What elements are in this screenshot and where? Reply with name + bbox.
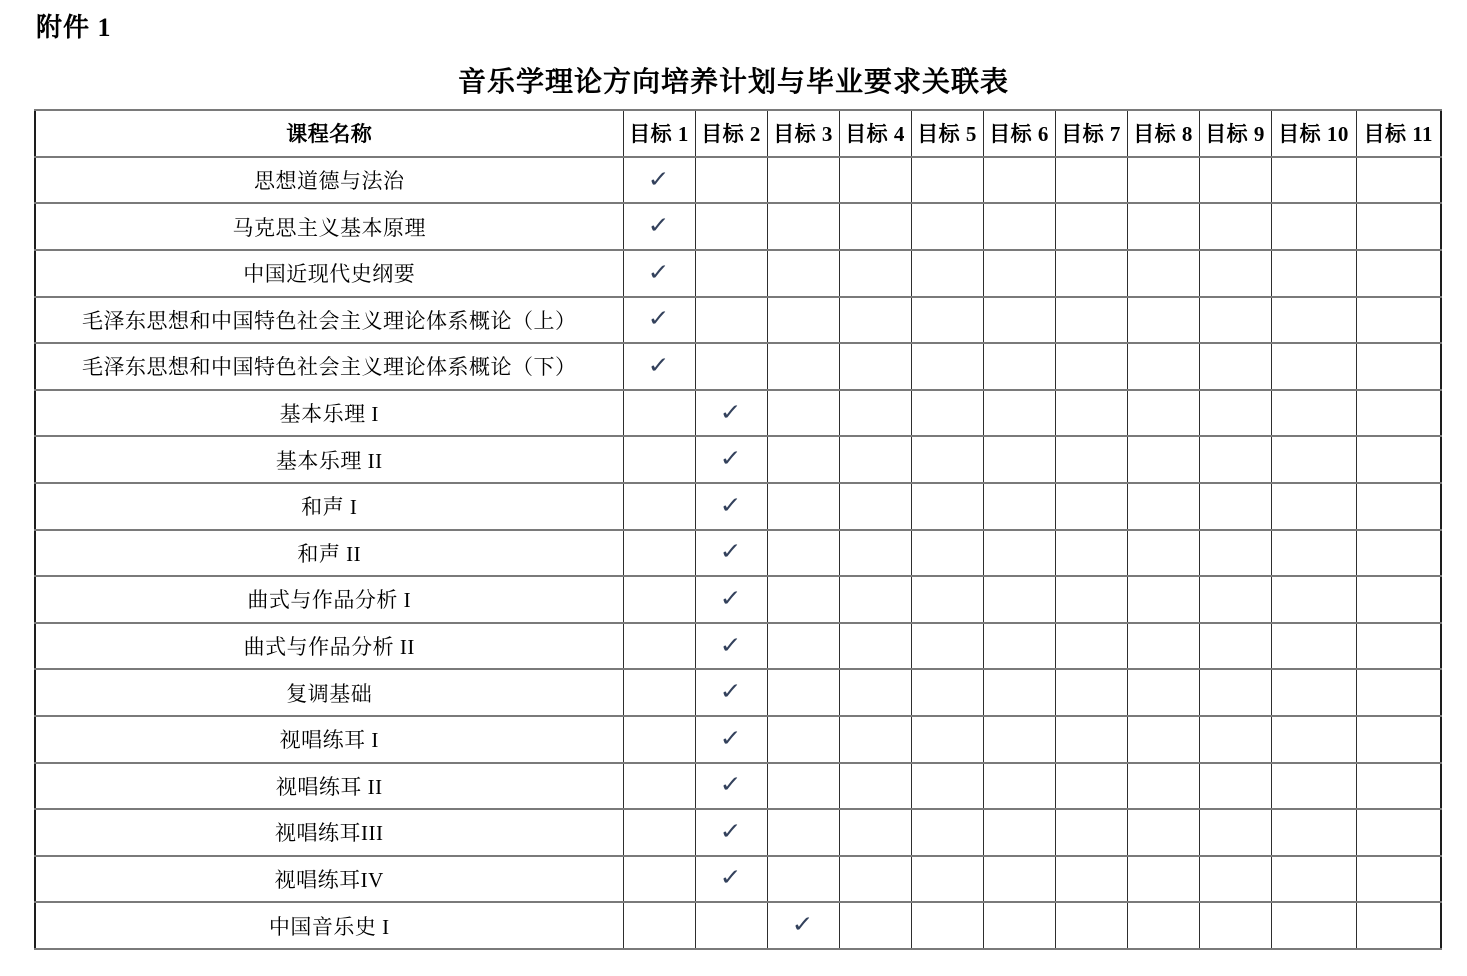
goal-cell-4	[839, 530, 911, 577]
goal-cell-3	[767, 390, 839, 437]
goal-cell-8	[1127, 157, 1199, 204]
goal-cell-11	[1356, 203, 1441, 250]
goal-cell-5	[911, 483, 983, 530]
course-name-cell: 毛泽东思想和中国特色社会主义理论体系概论（下）	[35, 343, 623, 390]
goal-header-3: 目标 3	[767, 110, 839, 157]
goal-header-9: 目标 9	[1199, 110, 1271, 157]
goal-cell-4	[839, 343, 911, 390]
goal-cell-1	[623, 576, 695, 623]
goal-cell-4	[839, 809, 911, 856]
goal-cell-5	[911, 902, 983, 949]
goal-cell-1	[623, 250, 695, 297]
goal-cell-1	[623, 297, 695, 344]
goal-cell-4	[839, 483, 911, 530]
goal-cell-2	[695, 157, 767, 204]
check-mark: ✓	[719, 772, 743, 799]
goal-cell-9	[1199, 390, 1271, 437]
check-mark: ✓	[647, 352, 671, 379]
goal-cell-5	[911, 250, 983, 297]
goal-cell-8	[1127, 716, 1199, 763]
goal-cell-2	[695, 390, 767, 437]
goal-cell-2	[695, 763, 767, 810]
goal-cell-2	[695, 203, 767, 250]
course-name-cell: 视唱练耳III	[35, 809, 623, 856]
goal-header-7: 目标 7	[1055, 110, 1127, 157]
goal-cell-3	[767, 809, 839, 856]
goal-cell-6	[983, 902, 1055, 949]
goal-cell-5	[911, 157, 983, 204]
goal-cell-3	[767, 297, 839, 344]
goal-cell-11	[1356, 390, 1441, 437]
goal-cell-6	[983, 669, 1055, 716]
goal-cell-3	[767, 343, 839, 390]
goal-cell-10	[1271, 809, 1356, 856]
goal-cell-1	[623, 157, 695, 204]
table-row	[35, 297, 1441, 344]
header-row	[35, 110, 1441, 157]
goal-cell-4	[839, 623, 911, 670]
check-mark: ✓	[647, 306, 671, 333]
goal-cell-4	[839, 902, 911, 949]
goal-cell-1	[623, 436, 695, 483]
check-mark: ✓	[719, 679, 743, 706]
goal-cell-11	[1356, 856, 1441, 903]
goal-cell-3	[767, 623, 839, 670]
goal-cell-2	[695, 716, 767, 763]
goal-cell-1	[623, 343, 695, 390]
goal-cell-2	[695, 530, 767, 577]
course-name-cell: 和声 I	[35, 483, 623, 530]
goal-cell-1	[623, 809, 695, 856]
goal-cell-8	[1127, 390, 1199, 437]
goal-cell-8	[1127, 530, 1199, 577]
goal-cell-6	[983, 809, 1055, 856]
goal-cell-9	[1199, 530, 1271, 577]
goal-cell-4	[839, 763, 911, 810]
goal-cell-4	[839, 250, 911, 297]
goal-cell-1	[623, 763, 695, 810]
goal-cell-6	[983, 203, 1055, 250]
goal-cell-6	[983, 390, 1055, 437]
goal-cell-10	[1271, 436, 1356, 483]
goal-cell-5	[911, 343, 983, 390]
goal-cell-8	[1127, 203, 1199, 250]
goal-cell-7	[1055, 343, 1127, 390]
goal-cell-4	[839, 297, 911, 344]
goal-cell-5	[911, 856, 983, 903]
goal-cell-9	[1199, 343, 1271, 390]
goal-cell-2	[695, 576, 767, 623]
check-mark: ✓	[719, 539, 743, 566]
table-row	[35, 157, 1441, 204]
goal-cell-2	[695, 856, 767, 903]
goal-cell-11	[1356, 250, 1441, 297]
goal-cell-1	[623, 390, 695, 437]
goal-cell-1	[623, 483, 695, 530]
table-row	[35, 530, 1441, 577]
goal-cell-11	[1356, 157, 1441, 204]
goal-cell-6	[983, 716, 1055, 763]
goal-cell-7	[1055, 763, 1127, 810]
table-row	[35, 250, 1441, 297]
goal-cell-11	[1356, 297, 1441, 344]
goal-cell-10	[1271, 902, 1356, 949]
goal-cell-2	[695, 250, 767, 297]
table-row	[35, 716, 1441, 763]
goal-cell-2	[695, 436, 767, 483]
goal-cell-11	[1356, 623, 1441, 670]
goal-cell-7	[1055, 250, 1127, 297]
table-row	[35, 343, 1441, 390]
goal-header-1: 目标 1	[623, 110, 695, 157]
table-row	[35, 669, 1441, 716]
page-title: 音乐学理论方向培养计划与毕业要求关联表	[457, 67, 1009, 99]
goal-cell-9	[1199, 203, 1271, 250]
goal-cell-10	[1271, 343, 1356, 390]
goal-cell-8	[1127, 809, 1199, 856]
goal-cell-5	[911, 809, 983, 856]
goal-cell-8	[1127, 576, 1199, 623]
course-name-cell: 马克思主义基本原理	[35, 203, 623, 250]
goal-cell-11	[1356, 436, 1441, 483]
check-mark: ✓	[791, 912, 815, 939]
goal-cell-9	[1199, 763, 1271, 810]
goal-cell-9	[1199, 809, 1271, 856]
goal-cell-3	[767, 530, 839, 577]
goal-cell-11	[1356, 669, 1441, 716]
goal-cell-4	[839, 576, 911, 623]
goal-cell-10	[1271, 530, 1356, 577]
goal-cell-6	[983, 530, 1055, 577]
goal-cell-5	[911, 297, 983, 344]
goal-cell-4	[839, 157, 911, 204]
goal-cell-10	[1271, 483, 1356, 530]
course-name-cell: 曲式与作品分析 II	[35, 623, 623, 670]
goal-header-6: 目标 6	[983, 110, 1055, 157]
check-mark: ✓	[719, 585, 743, 612]
goal-cell-6	[983, 343, 1055, 390]
check-mark: ✓	[647, 259, 671, 286]
goal-cell-3	[767, 576, 839, 623]
goal-cell-7	[1055, 203, 1127, 250]
course-name-cell: 中国音乐史 I	[35, 902, 623, 949]
goal-cell-8	[1127, 856, 1199, 903]
goal-cell-2	[695, 902, 767, 949]
table-row	[35, 902, 1441, 949]
goal-cell-9	[1199, 157, 1271, 204]
course-name-cell: 思想道德与法治	[35, 157, 623, 204]
goal-cell-6	[983, 576, 1055, 623]
goal-cell-5	[911, 576, 983, 623]
goal-cell-3	[767, 716, 839, 763]
course-name-cell: 中国近现代史纲要	[35, 250, 623, 297]
course-name-cell: 视唱练耳 I	[35, 716, 623, 763]
goal-cell-8	[1127, 669, 1199, 716]
goal-cell-1	[623, 203, 695, 250]
goal-cell-3	[767, 856, 839, 903]
goal-cell-10	[1271, 157, 1356, 204]
goal-cell-9	[1199, 669, 1271, 716]
goal-cell-8	[1127, 902, 1199, 949]
goal-cell-7	[1055, 483, 1127, 530]
goal-cell-4	[839, 716, 911, 763]
goal-cell-8	[1127, 343, 1199, 390]
goal-cell-7	[1055, 902, 1127, 949]
goal-cell-11	[1356, 902, 1441, 949]
goal-cell-9	[1199, 716, 1271, 763]
course-name-header: 课程名称	[35, 110, 623, 157]
goal-cell-9	[1199, 856, 1271, 903]
goal-cell-8	[1127, 483, 1199, 530]
goal-header-5: 目标 5	[911, 110, 983, 157]
goal-cell-6	[983, 623, 1055, 670]
goal-cell-3	[767, 902, 839, 949]
goal-cell-10	[1271, 716, 1356, 763]
goal-cell-11	[1356, 576, 1441, 623]
goal-header-10: 目标 10	[1271, 110, 1356, 157]
goal-cell-9	[1199, 436, 1271, 483]
goal-cell-6	[983, 157, 1055, 204]
goal-cell-9	[1199, 250, 1271, 297]
goal-cell-10	[1271, 576, 1356, 623]
goal-cell-11	[1356, 343, 1441, 390]
goal-cell-7	[1055, 809, 1127, 856]
goal-cell-2	[695, 483, 767, 530]
goal-cell-5	[911, 763, 983, 810]
course-name-cell: 基本乐理 I	[35, 390, 623, 437]
goal-cell-11	[1356, 483, 1441, 530]
course-name-cell: 毛泽东思想和中国特色社会主义理论体系概论（上）	[35, 297, 623, 344]
table-row	[35, 390, 1441, 437]
table-row	[35, 576, 1441, 623]
goal-cell-8	[1127, 436, 1199, 483]
goal-cell-3	[767, 250, 839, 297]
goal-cell-8	[1127, 297, 1199, 344]
goal-cell-5	[911, 669, 983, 716]
goal-cell-6	[983, 483, 1055, 530]
goal-cell-6	[983, 856, 1055, 903]
goal-cell-4	[839, 669, 911, 716]
table-row	[35, 856, 1441, 903]
goal-cell-4	[839, 856, 911, 903]
table-row	[35, 483, 1441, 530]
goal-cell-9	[1199, 297, 1271, 344]
goal-cell-8	[1127, 763, 1199, 810]
goal-cell-3	[767, 436, 839, 483]
check-mark: ✓	[719, 865, 743, 892]
goal-cell-3	[767, 763, 839, 810]
goal-cell-10	[1271, 856, 1356, 903]
goal-cell-4	[839, 436, 911, 483]
goal-header-4: 目标 4	[839, 110, 911, 157]
goal-cell-10	[1271, 203, 1356, 250]
table-row	[35, 763, 1441, 810]
goal-cell-6	[983, 250, 1055, 297]
goal-cell-1	[623, 902, 695, 949]
goal-cell-9	[1199, 576, 1271, 623]
goal-header-8: 目标 8	[1127, 110, 1199, 157]
goal-cell-4	[839, 390, 911, 437]
course-name-cell: 视唱练耳IV	[35, 856, 623, 903]
goal-cell-5	[911, 390, 983, 437]
goal-cell-8	[1127, 250, 1199, 297]
curriculum-goal-matrix-table	[34, 109, 1442, 950]
check-mark: ✓	[719, 446, 743, 473]
goal-cell-2	[695, 343, 767, 390]
goal-cell-10	[1271, 669, 1356, 716]
check-mark: ✓	[719, 632, 743, 659]
goal-cell-3	[767, 483, 839, 530]
goal-cell-9	[1199, 483, 1271, 530]
goal-cell-4	[839, 203, 911, 250]
goal-cell-5	[911, 530, 983, 577]
goal-header-11: 目标 11	[1356, 110, 1441, 157]
check-mark: ✓	[647, 213, 671, 240]
goal-cell-7	[1055, 856, 1127, 903]
goal-cell-8	[1127, 623, 1199, 670]
goal-cell-10	[1271, 623, 1356, 670]
goal-cell-6	[983, 297, 1055, 344]
check-mark: ✓	[719, 492, 743, 519]
goal-cell-5	[911, 203, 983, 250]
goal-cell-10	[1271, 250, 1356, 297]
goal-cell-11	[1356, 763, 1441, 810]
goal-cell-2	[695, 669, 767, 716]
goal-cell-10	[1271, 763, 1356, 810]
course-name-cell: 视唱练耳 II	[35, 763, 623, 810]
goal-cell-10	[1271, 390, 1356, 437]
goal-cell-1	[623, 669, 695, 716]
attachment-label: 附件 1	[36, 13, 112, 42]
goal-header-2: 目标 2	[695, 110, 767, 157]
goal-cell-9	[1199, 623, 1271, 670]
goal-cell-11	[1356, 530, 1441, 577]
goal-cell-1	[623, 623, 695, 670]
check-mark: ✓	[719, 818, 743, 845]
course-name-cell: 曲式与作品分析 I	[35, 576, 623, 623]
goal-cell-7	[1055, 157, 1127, 204]
goal-cell-2	[695, 623, 767, 670]
goal-cell-5	[911, 716, 983, 763]
goal-cell-7	[1055, 390, 1127, 437]
course-name-cell: 基本乐理 II	[35, 436, 623, 483]
table-body	[35, 157, 1441, 949]
table-row	[35, 809, 1441, 856]
goal-cell-2	[695, 809, 767, 856]
goal-cell-5	[911, 623, 983, 670]
table-row	[35, 623, 1441, 670]
course-name-cell: 和声 II	[35, 530, 623, 577]
goal-cell-9	[1199, 902, 1271, 949]
goal-cell-10	[1271, 297, 1356, 344]
table-row	[35, 203, 1441, 250]
goal-cell-7	[1055, 436, 1127, 483]
table-row	[35, 436, 1441, 483]
goal-cell-11	[1356, 809, 1441, 856]
goal-cell-7	[1055, 297, 1127, 344]
goal-cell-3	[767, 157, 839, 204]
goal-cell-6	[983, 763, 1055, 810]
goal-cell-11	[1356, 716, 1441, 763]
goal-cell-3	[767, 669, 839, 716]
goal-cell-2	[695, 297, 767, 344]
goal-cell-7	[1055, 530, 1127, 577]
goal-cell-3	[767, 203, 839, 250]
goal-cell-7	[1055, 669, 1127, 716]
goal-cell-1	[623, 716, 695, 763]
goal-cell-6	[983, 436, 1055, 483]
check-mark: ✓	[719, 725, 743, 752]
goal-cell-5	[911, 436, 983, 483]
goal-cell-1	[623, 530, 695, 577]
goal-cell-7	[1055, 576, 1127, 623]
goal-cell-1	[623, 856, 695, 903]
goal-cell-7	[1055, 716, 1127, 763]
check-mark: ✓	[719, 399, 743, 426]
course-name-cell: 复调基础	[35, 669, 623, 716]
goal-cell-7	[1055, 623, 1127, 670]
check-mark: ✓	[647, 166, 671, 193]
